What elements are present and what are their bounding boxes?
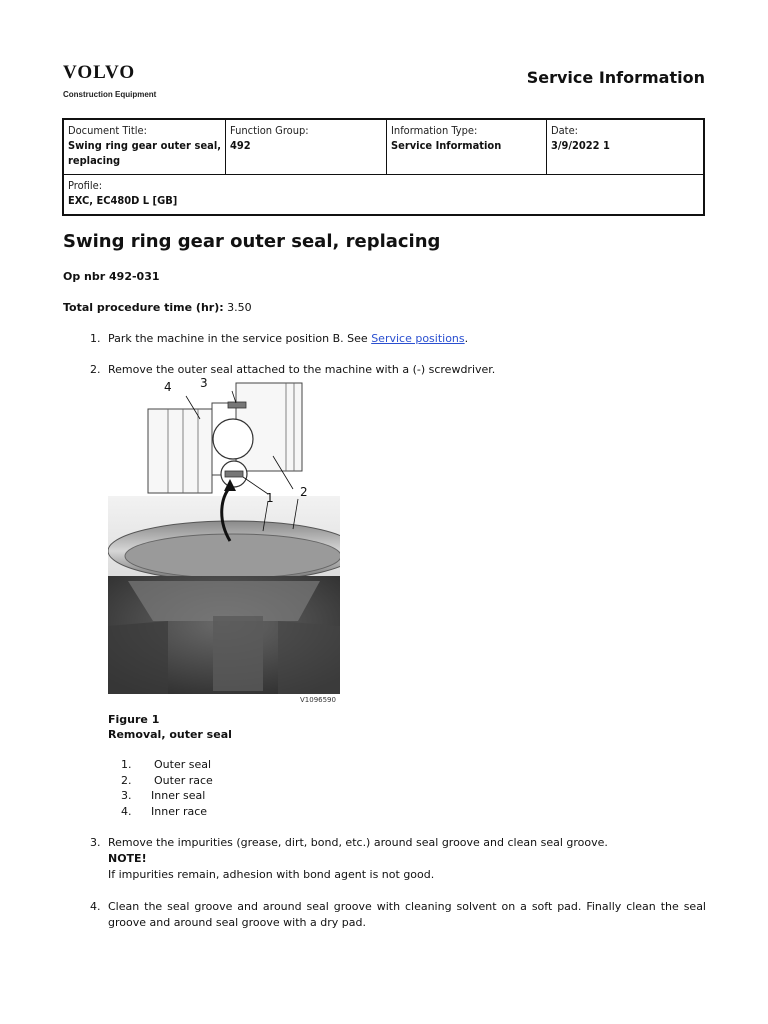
step-2 (90, 362, 706, 378)
service-positions-link[interactable]: Service positions (371, 332, 465, 345)
legend-number: 4. (121, 804, 132, 818)
doc-title-label: Document Title: (68, 124, 147, 137)
function-group-value: 492 (230, 139, 251, 152)
info-type-cell (387, 119, 547, 175)
legend-label: Outer seal (154, 758, 212, 771)
figure-title: Removal, outer seal (108, 728, 232, 741)
op-number: Op nbr 492-031 (63, 270, 160, 283)
step-number: 1. (90, 332, 101, 345)
profile-value: EXC, EC480D L [GB] (68, 194, 178, 207)
seal-diagram-illustration (108, 381, 340, 707)
legend-label: Inner seal (151, 789, 206, 803)
legend-label: Outer race (154, 773, 213, 787)
profile-label: Profile: (68, 179, 103, 192)
procedure-time (63, 301, 252, 314)
figure-number: Figure 1 (108, 713, 160, 726)
note-label: NOTE! (108, 852, 147, 865)
step-text (108, 331, 706, 347)
document-header (63, 62, 705, 107)
profile-cell (63, 175, 704, 216)
callout-3: 3 (200, 376, 208, 390)
brand-name: VOLVO (63, 62, 136, 83)
step-3 (90, 835, 706, 883)
callout-1: 1 (266, 491, 274, 505)
metadata-row (63, 119, 704, 175)
step-1 (90, 331, 706, 347)
legend-label: Inner race (151, 804, 208, 818)
step-number: 4. (90, 900, 101, 913)
step-text (108, 835, 706, 883)
step-text-after: . (464, 332, 469, 345)
step-number: 3. (90, 836, 101, 849)
legend-number: 1. (121, 758, 132, 771)
figure-caption (108, 712, 232, 742)
legend-number: 3. (121, 789, 132, 803)
info-type-label: Information Type: (391, 124, 478, 137)
page-title: Swing ring gear outer seal, replacing (63, 231, 441, 252)
doc-title-value: Swing ring gear outer seal, replacing (68, 139, 221, 167)
step-text-before: Park the machine in the service position B. See (108, 332, 372, 345)
step-4 (90, 899, 706, 931)
procedure-time-label: Total procedure time (hr): (63, 301, 224, 314)
date-value: 3/9/2022 1 (551, 139, 610, 152)
step-main-text: Remove the impurities (grease, dirt, bond, etc.) around seal groove and clean seal groove. (108, 836, 608, 849)
image-code: V1096590 (300, 696, 336, 704)
procedure-time-value: 3.50 (227, 301, 252, 314)
legend-number: 2. (121, 773, 132, 787)
function-group-label: Function Group: (230, 124, 309, 137)
info-type-value: Service Information (391, 139, 502, 152)
step-text: Remove the outer seal attached to the machine with a (-) screwdriver. (108, 363, 496, 376)
note-text: If impurities remain, adhesion with bond agent is not good. (108, 868, 435, 881)
callout-2: 2 (300, 485, 308, 499)
brand-subtitle: Construction Equipment (63, 90, 157, 99)
figure-removal-outer-seal (108, 376, 340, 707)
profile-row (63, 175, 704, 216)
date-label: Date: (551, 124, 578, 137)
callout-4: 4 (164, 380, 172, 394)
date-cell (547, 119, 705, 175)
step-text: Clean the seal groove and around seal groove with cleaning solvent on a soft pad. Finally clean the seal groove and around seal groove with a dry pad. (108, 900, 706, 929)
step-number: 2. (90, 363, 101, 376)
doc-title-cell (63, 119, 226, 175)
metadata-table (62, 118, 705, 216)
function-group-cell (226, 119, 387, 175)
document-category: Service Information (526, 68, 705, 87)
volvo-logo (63, 62, 156, 99)
